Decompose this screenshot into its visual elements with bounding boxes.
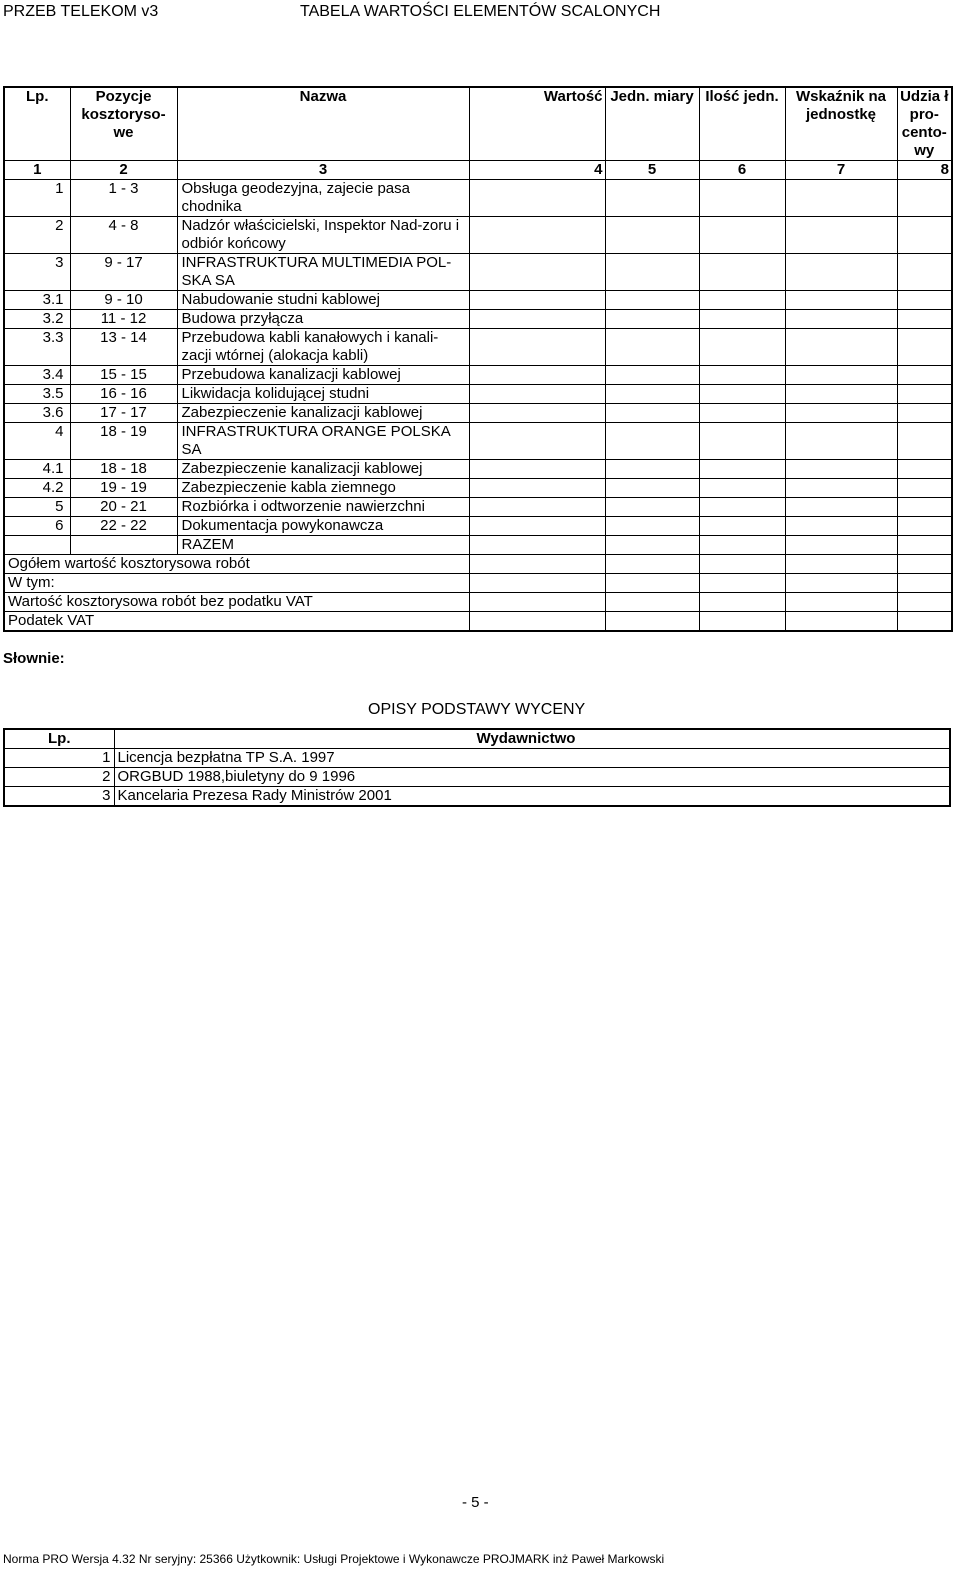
table-row bbox=[4, 217, 952, 254]
total-row bbox=[4, 555, 952, 574]
table-row bbox=[4, 310, 952, 329]
row-positions: 15 - 15 bbox=[70, 366, 177, 385]
row-positions: 9 - 17 bbox=[70, 254, 177, 291]
col-header-nazwa: Nazwa bbox=[177, 87, 469, 161]
col-header-pozycje: Pozycje kosztoryso-we bbox=[70, 87, 177, 161]
row-lp: 3.2 bbox=[4, 310, 70, 329]
row-lp: 3 bbox=[4, 254, 70, 291]
table-row bbox=[4, 291, 952, 310]
page-number: - 5 - bbox=[462, 1494, 489, 1511]
row-name: Zabezpieczenie kanalizacji kablowej bbox=[177, 404, 469, 423]
table-row bbox=[4, 366, 952, 385]
col-number: 5 bbox=[605, 161, 699, 180]
row-lp: 5 bbox=[4, 498, 70, 517]
row-positions: 1 - 3 bbox=[70, 180, 177, 217]
row-lp: 1 bbox=[4, 180, 70, 217]
col-header-udzial: Udzia ł pro-cento-wy bbox=[897, 87, 952, 161]
header-document-title: TABELA WARTOŚCI ELEMENTÓW SCALONYCH bbox=[300, 3, 661, 20]
table-row bbox=[4, 329, 952, 366]
table-row bbox=[4, 460, 952, 479]
row-lp: 3.3 bbox=[4, 329, 70, 366]
col-header-jedn-miary: Jedn. miary bbox=[605, 87, 699, 161]
row-lp: 3.5 bbox=[4, 385, 70, 404]
row-name: Rozbiórka i odtworzenie nawierzchni bbox=[177, 498, 469, 517]
col-number: 8 bbox=[897, 161, 952, 180]
w-tym-label: W tym: bbox=[4, 574, 469, 593]
row-lp: 4.1 bbox=[4, 460, 70, 479]
ogolem-label: Ogółem wartość kosztorysowa robót bbox=[4, 555, 469, 574]
row-name: Nadzór właścicielski, Inspektor Nad-zoru i odbiór końcowy bbox=[177, 217, 469, 254]
row-positions: 22 - 22 bbox=[70, 517, 177, 536]
table-row bbox=[4, 423, 952, 460]
row-name: Zabezpieczenie kabla ziemnego bbox=[177, 479, 469, 498]
row-name: Przebudowa kabli kanałowych i kanali-zacji wtórnej (alokacja kabli) bbox=[177, 329, 469, 366]
header-program-name: PRZEB TELEKOM v3 bbox=[3, 3, 159, 20]
row-positions: 17 - 17 bbox=[70, 404, 177, 423]
row-name: INFRASTRUKTURA ORANGE POLSKA SA bbox=[177, 423, 469, 460]
row-positions: 16 - 16 bbox=[70, 385, 177, 404]
main-value-table bbox=[3, 86, 953, 632]
row-lp: 3.1 bbox=[4, 291, 70, 310]
row-positions: 19 - 19 bbox=[70, 479, 177, 498]
sources-row-text: ORGBUD 1988,biuletyny do 9 1996 bbox=[114, 768, 950, 787]
bez-vat-label: Wartość kosztorysowa robót bez podatku VAT bbox=[4, 593, 469, 612]
row-positions: 13 - 14 bbox=[70, 329, 177, 366]
sources-row bbox=[4, 768, 950, 787]
table-row bbox=[4, 404, 952, 423]
table-row bbox=[4, 498, 952, 517]
sources-row-number: 3 bbox=[4, 787, 114, 807]
col-header-wartosc: Wartość bbox=[469, 87, 605, 161]
net-value-row bbox=[4, 593, 952, 612]
col-header-ilosc: Ilość jedn. bbox=[699, 87, 785, 161]
sources-col-lp: Lp. bbox=[4, 729, 114, 749]
table-row bbox=[4, 254, 952, 291]
row-name: Budowa przyłącza bbox=[177, 310, 469, 329]
footer-license: Norma PRO Wersja 4.32 Nr seryjny: 25366 Użytkownik: Usługi Projektowe i Wykonawcze PROJMARK inż Paweł Markowski bbox=[3, 1552, 665, 1566]
table-row bbox=[4, 479, 952, 498]
razem-label: RAZEM bbox=[177, 536, 469, 555]
row-name: Obsługa geodezyjna, zajecie pasa chodnika bbox=[177, 180, 469, 217]
sources-table bbox=[3, 728, 951, 807]
vat-row bbox=[4, 612, 952, 632]
row-name: Likwidacja kolidującej studni bbox=[177, 385, 469, 404]
w-tym-row bbox=[4, 574, 952, 593]
sources-title: OPISY PODSTAWY WYCENY bbox=[368, 701, 586, 718]
row-lp: 2 bbox=[4, 217, 70, 254]
razem-row bbox=[4, 536, 952, 555]
row-positions: 11 - 12 bbox=[70, 310, 177, 329]
row-name: INFRASTRUKTURA MULTIMEDIA POL-SKA SA bbox=[177, 254, 469, 291]
row-lp: 4 bbox=[4, 423, 70, 460]
sources-row bbox=[4, 749, 950, 768]
row-name: Przebudowa kanalizacji kablowej bbox=[177, 366, 469, 385]
vat-label: Podatek VAT bbox=[4, 612, 469, 632]
col-number: 6 bbox=[699, 161, 785, 180]
row-lp: 6 bbox=[4, 517, 70, 536]
sources-col-wydawnictwo: Wydawnictwo bbox=[114, 729, 950, 749]
sources-row bbox=[4, 787, 950, 807]
row-lp: 4.2 bbox=[4, 479, 70, 498]
sources-row-text: Licencja bezpłatna TP S.A. 1997 bbox=[114, 749, 950, 768]
col-number: 1 bbox=[4, 161, 70, 180]
row-name: Dokumentacja powykonawcza bbox=[177, 517, 469, 536]
sources-row-text: Kancelaria Prezesa Rady Ministrów 2001 bbox=[114, 787, 950, 807]
col-number: 7 bbox=[785, 161, 897, 180]
table-row bbox=[4, 517, 952, 536]
row-name: Nabudowanie studni kablowej bbox=[177, 291, 469, 310]
row-lp: 3.6 bbox=[4, 404, 70, 423]
col-number: 2 bbox=[70, 161, 177, 180]
row-positions: 4 - 8 bbox=[70, 217, 177, 254]
sources-row-number: 2 bbox=[4, 768, 114, 787]
col-number: 3 bbox=[177, 161, 469, 180]
row-positions: 9 - 10 bbox=[70, 291, 177, 310]
sources-row-number: 1 bbox=[4, 749, 114, 768]
table-row bbox=[4, 180, 952, 217]
row-name: Zabezpieczenie kanalizacji kablowej bbox=[177, 460, 469, 479]
table-row bbox=[4, 385, 952, 404]
col-header-wskaznik: Wskaźnik na jednostkę bbox=[785, 87, 897, 161]
row-positions: 18 - 19 bbox=[70, 423, 177, 460]
row-positions: 20 - 21 bbox=[70, 498, 177, 517]
row-lp: 3.4 bbox=[4, 366, 70, 385]
col-number: 4 bbox=[469, 161, 605, 180]
row-positions: 18 - 18 bbox=[70, 460, 177, 479]
col-header-lp: Lp. bbox=[4, 87, 70, 161]
slownie-label: Słownie: bbox=[3, 650, 65, 667]
column-number-row bbox=[4, 161, 952, 180]
